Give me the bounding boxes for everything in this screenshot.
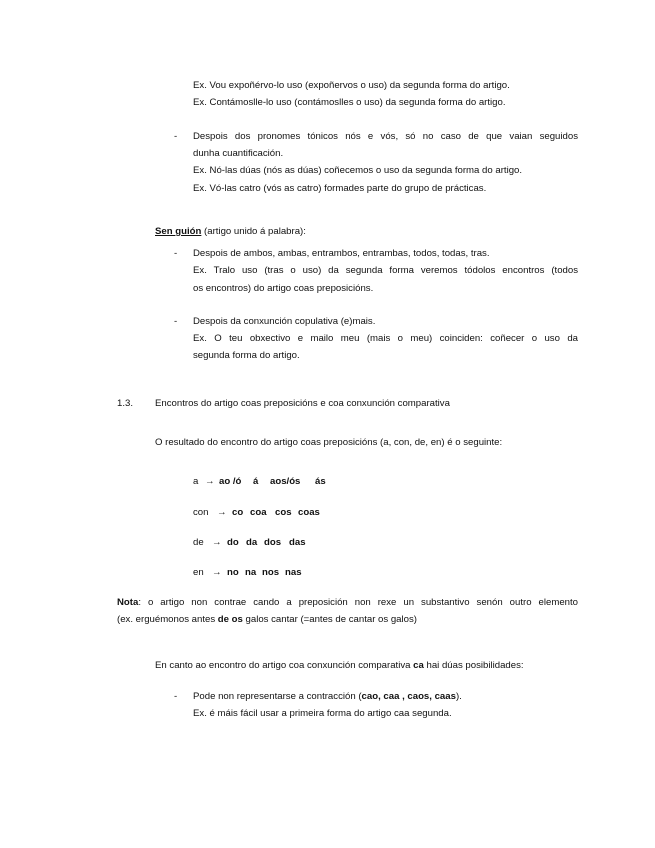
contraction-form: ás xyxy=(315,476,326,487)
contraction-form: no xyxy=(227,567,239,578)
nota-line xyxy=(117,597,578,609)
contraction-form: das xyxy=(289,537,306,548)
contraction-form: da xyxy=(246,537,258,548)
list-dash: - xyxy=(174,691,178,702)
list-item-text xyxy=(193,691,462,703)
preposition: en xyxy=(193,567,204,578)
arrow-icon: → xyxy=(212,537,222,548)
example-line: Ex. O teu obxectivo e mailo meu (mais o meu) coinciden: coñecer o uso da xyxy=(193,333,578,344)
list-item-text: dunha cuantificación. xyxy=(193,148,284,159)
example-line: Ex. Contámoslle-lo uso (contámoslles o uso) da segunda forma do artigo. xyxy=(193,97,506,108)
example-line: Ex. Vou expoñérvo-lo uso (expoñervos o uso) da segunda forma do artigo. xyxy=(193,80,510,91)
contraction-forms: cao, caa , caos, caas xyxy=(361,691,456,702)
nota-label: Nota xyxy=(117,597,139,608)
contraction-form: aos/ós xyxy=(270,476,301,487)
comparativa-intro xyxy=(155,660,524,672)
preposition: con xyxy=(193,507,209,518)
example-line: Ex. Tralo uso (tras o uso) da segunda forma veremos tódolos encontros (todos xyxy=(193,265,578,276)
contraction-form: nos xyxy=(262,567,280,578)
contraction-row-de xyxy=(193,537,306,549)
arrow-icon: → xyxy=(217,507,227,518)
nota-bold: de os xyxy=(217,614,243,625)
example-line: Ex. Nó-las dúas (nós as dúas) coñecemos o uso da segunda forma do artigo. xyxy=(193,165,523,176)
sen-guion-rest: (artigo unido á palabra): xyxy=(201,226,306,237)
example-line: Ex. Vó-las catro (vós as catro) formades parte do grupo de prácticas. xyxy=(193,183,487,194)
list-dash: - xyxy=(174,316,178,327)
nota-text: : o artigo non contrae cando a preposición non rexe un substantivo senón outro elemento xyxy=(138,597,578,608)
arrow-icon: → xyxy=(212,567,222,578)
contraction-form: coas xyxy=(298,507,320,518)
list-item-text: Despois de ambos, ambas, entrambos, entrambas, todos, todas, tras. xyxy=(193,248,490,259)
list-item-text: Despois da conxunción copulativa (e)mais. xyxy=(193,316,376,327)
contraction-form: cos xyxy=(275,507,292,518)
contraction-row-en xyxy=(193,567,302,579)
example-line: os encontros) do artigo coas preposicións. xyxy=(193,283,374,294)
sen-guion-label: Sen guión xyxy=(155,226,202,237)
list-dash: - xyxy=(174,248,178,259)
contraction-form: co xyxy=(232,507,244,518)
section-title: Encontros do artigo coas preposicións e coa conxunción comparativa xyxy=(155,398,450,409)
list-item-text: Despois dos pronomes tónicos nós e vós, só no caso de que vaian seguidos xyxy=(193,131,578,142)
list-item-text-part: ). xyxy=(455,691,462,702)
contraction-form: na xyxy=(245,567,257,578)
contraction-form: nas xyxy=(285,567,302,578)
nota-text: (ex. erguémonos antes xyxy=(117,614,218,625)
contraction-form: á xyxy=(253,476,259,487)
preposition: de xyxy=(193,537,204,548)
nota-text: galos cantar (=antes de cantar os galos) xyxy=(242,614,417,625)
contraction-form: do xyxy=(227,537,239,548)
comparativa-text: En canto ao encontro do artigo coa conxunción comparativa xyxy=(155,660,414,671)
comparativa-bold: ca xyxy=(413,660,424,671)
contraction-form: coa xyxy=(250,507,267,518)
arrow-icon: → xyxy=(205,476,215,487)
contraction-form: ao /ó xyxy=(219,476,242,487)
contraction-row-con xyxy=(193,507,320,519)
example-line: segunda forma do artigo. xyxy=(193,350,300,361)
section-number: 1.3. xyxy=(117,398,134,409)
intro-paragraph: O resultado do encontro do artigo coas preposicións (a, con, de, en) é o seguinte: xyxy=(155,437,503,448)
nota-line xyxy=(117,614,417,626)
comparativa-text: hai dúas posibilidades: xyxy=(423,660,524,671)
contraction-row-a xyxy=(193,476,326,488)
example-line: Ex. é máis fácil usar a primeira forma do artigo caa segunda. xyxy=(193,708,452,719)
list-item-text-part: Pode non representarse a contracción ( xyxy=(193,691,362,702)
sen-guion-heading xyxy=(155,226,306,238)
contraction-form: dos xyxy=(264,537,282,548)
preposition: a xyxy=(193,476,199,487)
list-dash: - xyxy=(174,131,178,142)
